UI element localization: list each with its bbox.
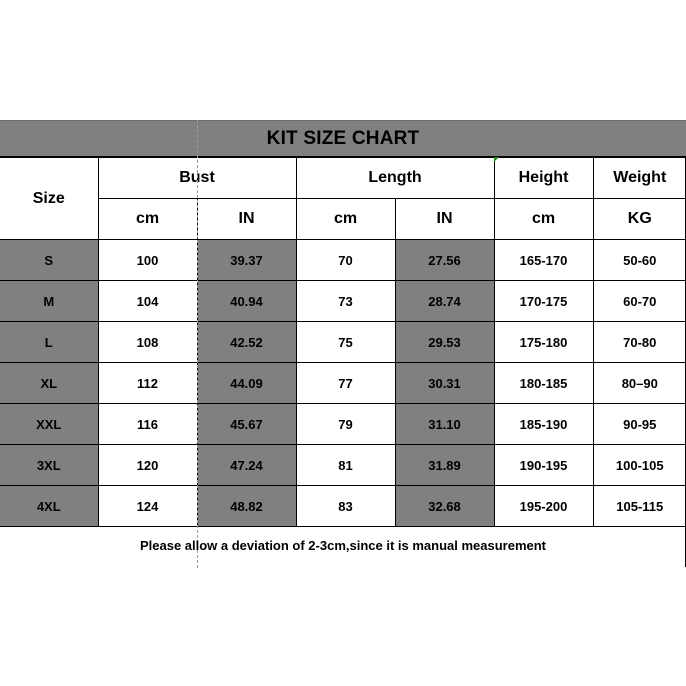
table-row: [0, 404, 686, 445]
weight-header: Weight: [593, 158, 686, 199]
length-cm-cell: 79: [296, 404, 395, 445]
weight-kg-cell: 60-70: [593, 281, 686, 322]
bust-in-unit: IN: [197, 199, 296, 240]
length-header: Length: [296, 158, 494, 199]
header-row-units: [0, 199, 686, 240]
length-cm-unit: cm: [296, 199, 395, 240]
height-cm-cell: 170-175: [494, 281, 593, 322]
bust-in-cell: 47.24: [197, 445, 296, 486]
length-cm-cell: 81: [296, 445, 395, 486]
bust-in-cell: 44.09: [197, 363, 296, 404]
weight-kg-cell: 90-95: [593, 404, 686, 445]
table-row: [0, 363, 686, 404]
length-in-cell: 29.53: [395, 322, 494, 363]
bust-in-cell: 40.94: [197, 281, 296, 322]
table-row: [0, 322, 686, 363]
bust-cm-cell: 112: [98, 363, 197, 404]
length-in-cell: 31.89: [395, 445, 494, 486]
bust-in-cell: 45.67: [197, 404, 296, 445]
size-cell: M: [0, 281, 98, 322]
size-cell: L: [0, 322, 98, 363]
bust-cm-cell: 120: [98, 445, 197, 486]
bust-cm-cell: 100: [98, 240, 197, 281]
length-in-cell: 27.56: [395, 240, 494, 281]
height-cm-cell: 185-190: [494, 404, 593, 445]
chart-title-bar: [0, 120, 686, 157]
bust-in-cell: 48.82: [197, 486, 296, 527]
weight-kg-cell: 105-115: [593, 486, 686, 527]
height-cm-cell: 180-185: [494, 363, 593, 404]
weight-kg-cell: 70-80: [593, 322, 686, 363]
chart-title: KIT SIZE CHART: [266, 127, 420, 149]
height-cm-cell: 190-195: [494, 445, 593, 486]
length-cm-cell: 75: [296, 322, 395, 363]
size-table: [0, 157, 686, 527]
length-cm-cell: 73: [296, 281, 395, 322]
bust-cm-cell: 116: [98, 404, 197, 445]
size-cell: 4XL: [0, 486, 98, 527]
height-cm-unit: cm: [494, 199, 593, 240]
bust-cm-unit: cm: [98, 199, 197, 240]
measurement-note: Please allow a deviation of 2-3cm,since it is manual measurement: [139, 538, 547, 553]
height-header: Height: [494, 158, 593, 199]
height-cm-cell: 165-170: [494, 240, 593, 281]
table-row: [0, 445, 686, 486]
bust-cm-cell: 104: [98, 281, 197, 322]
bust-cm-cell: 124: [98, 486, 197, 527]
length-in-cell: 28.74: [395, 281, 494, 322]
bust-in-cell: 42.52: [197, 322, 296, 363]
table-row: [0, 486, 686, 527]
length-in-unit: IN: [395, 199, 494, 240]
bust-cm-cell: 108: [98, 322, 197, 363]
length-in-cell: 32.68: [395, 486, 494, 527]
length-cm-cell: 83: [296, 486, 395, 527]
size-column-header: Size: [0, 158, 98, 240]
corner-marker: [494, 157, 499, 162]
table-row: [0, 281, 686, 322]
length-cm-cell: 77: [296, 363, 395, 404]
weight-kg-cell: 100-105: [593, 445, 686, 486]
size-cell: S: [0, 240, 98, 281]
size-cell: 3XL: [0, 445, 98, 486]
weight-kg-unit: KG: [593, 199, 686, 240]
weight-kg-cell: 80–90: [593, 363, 686, 404]
size-cell: XXL: [0, 404, 98, 445]
length-cm-cell: 70: [296, 240, 395, 281]
bust-header: Bust: [98, 158, 296, 199]
height-cm-cell: 195-200: [494, 486, 593, 527]
length-in-cell: 31.10: [395, 404, 494, 445]
weight-kg-cell: 50-60: [593, 240, 686, 281]
header-row-groups: [0, 158, 686, 199]
height-cm-cell: 175-180: [494, 322, 593, 363]
table-row: [0, 240, 686, 281]
bust-in-cell: 39.37: [197, 240, 296, 281]
size-cell: XL: [0, 363, 98, 404]
length-in-cell: 30.31: [395, 363, 494, 404]
